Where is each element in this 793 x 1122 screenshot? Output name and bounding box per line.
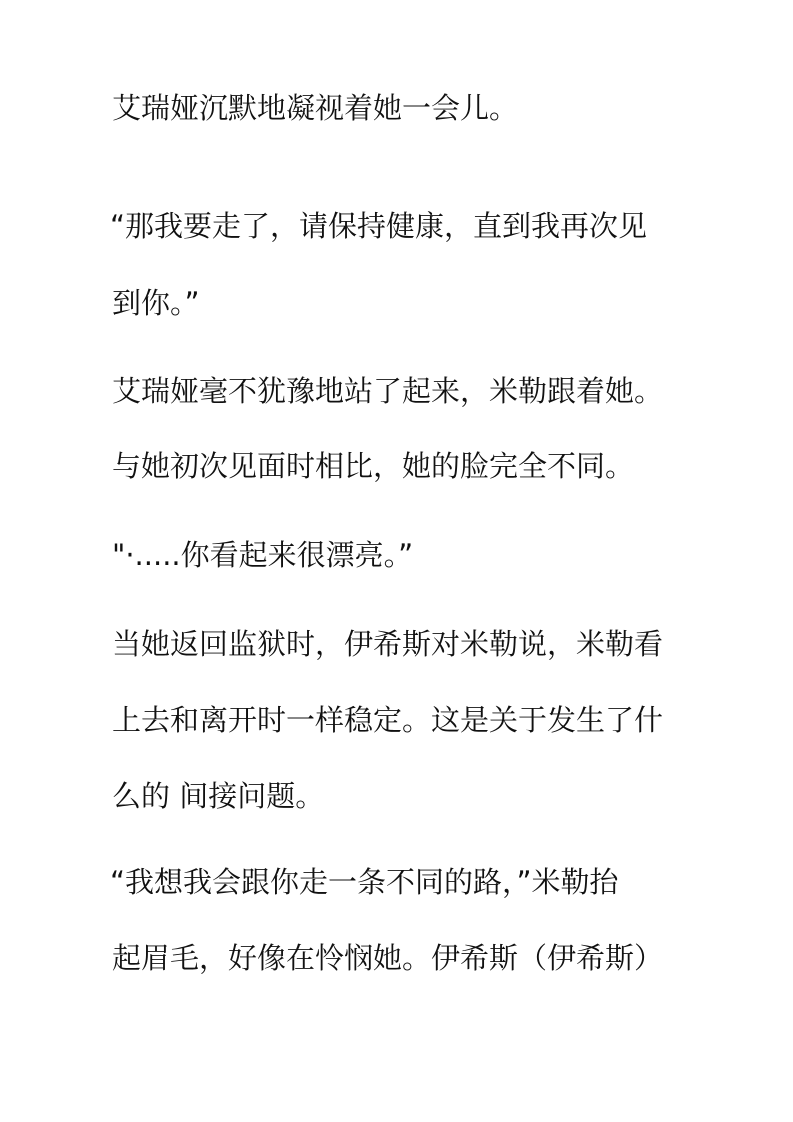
paragraph-line: “我想我会跟你走一条不同的路，”米勒抬 bbox=[110, 865, 619, 899]
paragraph-line: 当她返回监狱时，伊希斯对米勒说，米勒看 bbox=[112, 627, 664, 661]
paragraph-line: "·.....你看起来很漂亮。” bbox=[112, 538, 414, 572]
paragraph-line: 艾瑞娅毫不犹豫地站了起来，米勒跟着她。 bbox=[112, 374, 664, 408]
paragraph-line: 么的 间接问题。 bbox=[112, 779, 325, 813]
paragraph-line: 艾瑞娅沉默地凝视着她一会儿。 bbox=[112, 91, 519, 125]
paragraph-line: 上去和离开时一样稳定。这是关于发生了什 bbox=[112, 703, 664, 737]
paragraph-line: 与她初次见面时相比，她的脸完全不同。 bbox=[112, 449, 635, 483]
paragraph-line: “那我要走了，请保持健康，直到我再次见 bbox=[110, 209, 648, 243]
paragraph-line: 起眉毛，好像在怜悯她。伊希斯（伊希斯） bbox=[112, 941, 664, 975]
paragraph-line: 到你。” bbox=[112, 286, 200, 320]
